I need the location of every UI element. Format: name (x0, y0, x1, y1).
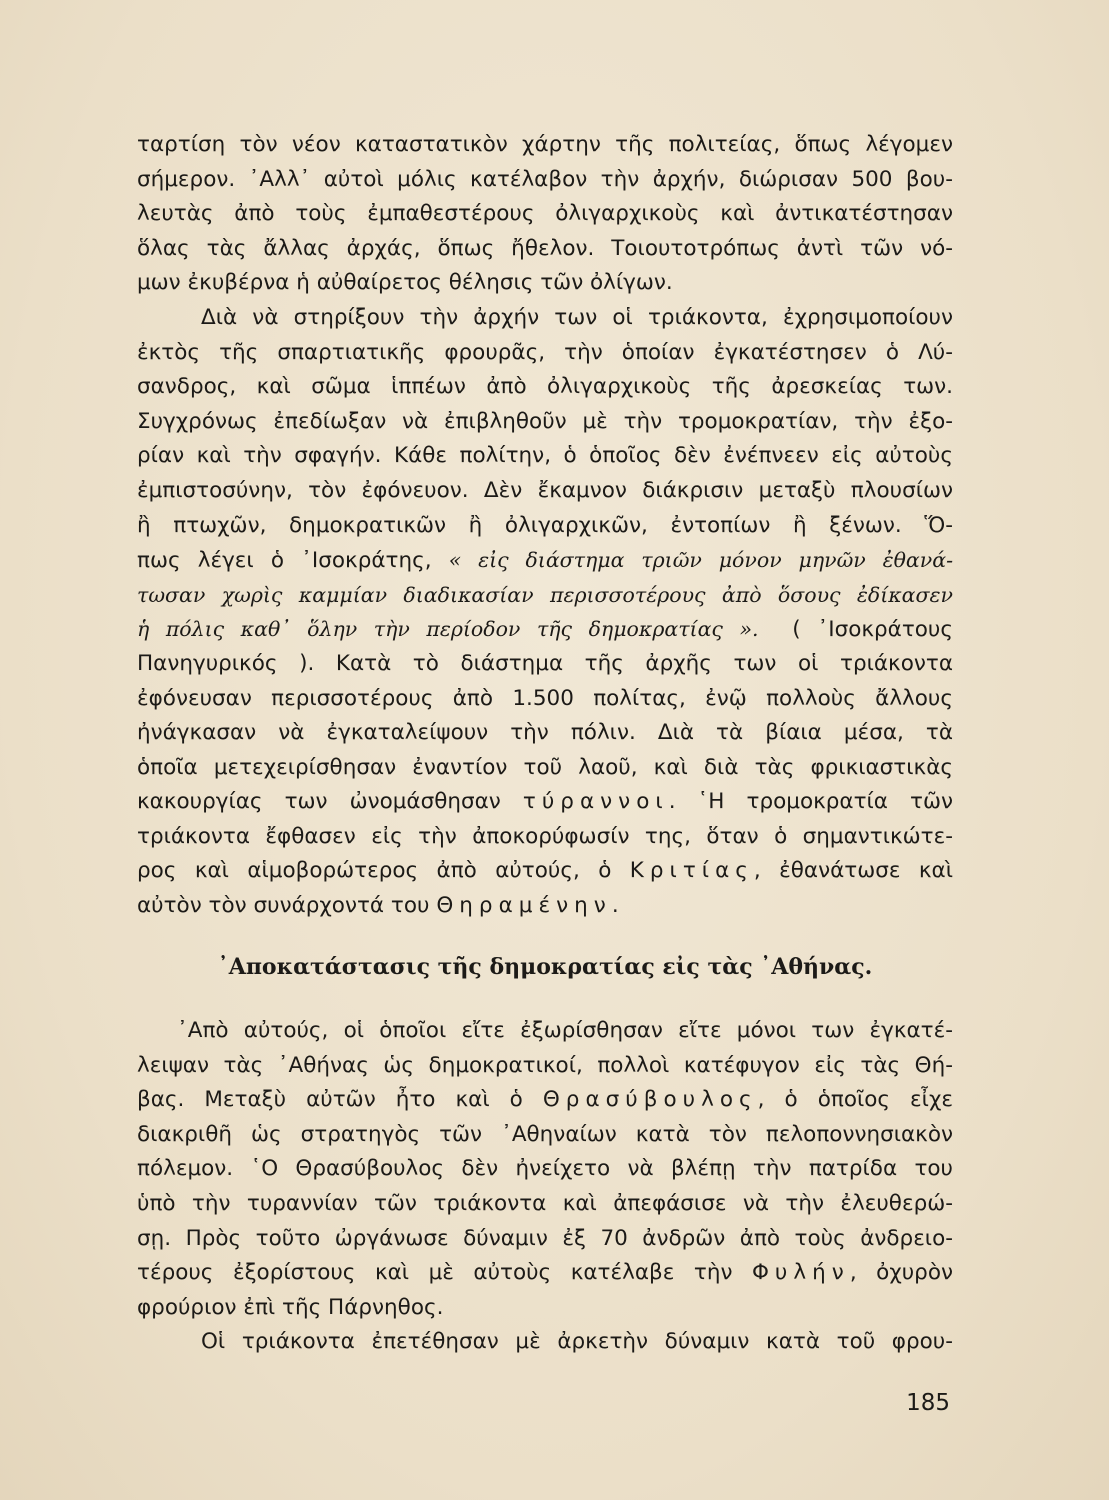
text-line: λειψαν τὰς ᾿Αθήνας ὡς δημοκρατικοί, πολλοὶ κατέφυγον εἰς τὰς Θή- (137, 1052, 953, 1078)
text-line: ἐφόνευσαν περισσοτέρους ἀπὸ 1.500 πολίτας, ἐνῷ πολλοὺς ἄλλους (137, 685, 953, 711)
text-line: διακριθῆ ὡς στρατηγὸς τῶν ᾿Αθηναίων κατὰ τὸν πελοποννησιακὸν (137, 1121, 953, 1147)
text-run: . (611, 893, 619, 919)
text-run: αὐτὸν τὸν συνάρχοντά του (137, 893, 437, 919)
spaced-term: τύραννοι (522, 789, 669, 815)
text-line: μων ἐκυβέρνα ἡ αὐθαίρετος θέλησις τῶν ὀλίγων. (137, 270, 673, 296)
quotation-italic: « εἰς διάστημα τριῶν μόνον μηνῶν ἐθανά- (448, 548, 953, 573)
text-line: ὅλας τὰς ἄλλας ἀρχάς, ὅπως ἤθελον. Τοιουτοτρόπως ἀντὶ τῶν νό- (137, 235, 953, 261)
main-text-upper (137, 128, 953, 924)
citation: ( ᾿Ισοκράτους (758, 617, 953, 643)
text-line (137, 854, 953, 889)
text-run: κακουργίας των ὠνομάσθησαν (137, 789, 523, 815)
text-line: σήμερον. ᾿Αλλ᾿ αὐτοὶ μόλις κατέλαβον τὴν ἀρχήν, διώρισαν 500 βου- (137, 166, 953, 192)
text-line: ἐμπιστοσύνην, τὸν ἐφόνευον. Δὲν ἔκαμνον διάκρισιν μεταξὺ πλουσίων (137, 477, 953, 503)
text-line: ὁποῖα μετεχειρίσθησαν ἐναντίον τοῦ λαοῦ, καὶ διὰ τὰς φρικιαστικὰς (137, 754, 953, 780)
text-run: τέρους ἐξορίστους καὶ μὲ αὐτοὺς κατέλαβε τὴν (137, 1260, 752, 1286)
text-line (137, 889, 953, 924)
text-run: βας. Μεταξὺ αὐτῶν ἦτο καὶ ὁ (137, 1087, 543, 1113)
text-run: , ἐθανάτωσε καὶ (753, 858, 953, 884)
spaced-name: Θρασύβουλος (542, 1087, 758, 1113)
quotation-line: τωσαν χωρὶς καμμίαν διαδικασίαν περισσοτέρους ἀπὸ ὅσους ἐδίκασεν (137, 582, 953, 607)
text-line: σανδρος, καὶ σῶμα ἱππέων ἀπὸ ὀλιγαρχικοὺς τῆς ἀρεσκείας των. (137, 374, 953, 400)
text-line: ἐκτὸς τῆς σπαρτιατικῆς φρουρᾶς, τὴν ὁποίαν ἐγκατέστησεν ὁ Λύ- (137, 339, 953, 365)
quotation-italic: ἡ πόλις καθ᾿ ὅλην τὴν περίοδον τῆς δημοκρατίας ». (137, 617, 759, 642)
text-line: ᾿Απὸ αὐτούς, οἱ ὁποῖοι εἴτε ἐξωρίσθησαν εἴτε μόνοι των ἐγκατέ- (177, 1018, 953, 1043)
text-line (137, 612, 953, 647)
text-line (137, 785, 953, 820)
text-line: ἢ πτωχῶν, δημοκρατικῶν ἢ ὀλιγαρχικῶν, ἐντοπίων ἢ ξένων. Ὅ- (137, 512, 953, 538)
text-run: πως λέγει ὁ ᾿Ισοκράτης, (137, 548, 449, 574)
text-line (137, 1083, 953, 1118)
text-line (137, 543, 953, 578)
text-line: σῃ. Πρὸς τοῦτο ὠργάνωσε δύναμιν ἐξ 70 ἀνδρῶν ἀπὸ τοὺς ἀνδρειο- (137, 1225, 953, 1251)
page-number: 185 (906, 1390, 950, 1416)
text-line: πόλεμον. ῾Ο Θρασύβουλος δὲν ἠνείχετο νὰ βλέπῃ τὴν πατρίδα του (137, 1156, 953, 1182)
text-run: , ὀχυρὸν (849, 1260, 953, 1286)
text-line: Οἱ τριάκοντα ἐπετέθησαν μὲ ἀρκετὴν δύναμιν κατὰ τοῦ φρου- (201, 1329, 953, 1355)
spaced-name: Κριτίας (629, 858, 754, 884)
text-line: λευτὰς ἀπὸ τοὺς ἐμπαθεστέρους ὀλιγαρχικοὺς καὶ ἀντικατέστησαν (137, 201, 953, 227)
text-run: ρος καὶ αἱμοβορώτερος ἀπὸ αὐτούς, ὁ (137, 858, 630, 884)
text-run: , ὁ ὁποῖος εἶχε (757, 1087, 953, 1113)
spaced-name: Θηραμένην (436, 893, 612, 919)
text-line: φρούριον ἐπὶ τῆς Πάρνηθος. (137, 1294, 444, 1320)
text-line: ρίαν καὶ τὴν σφαγήν. Κάθε πολίτην, ὁ ὁποῖος δὲν ἐνέπνεεν εἰς αὐτοὺς (137, 443, 953, 469)
text-line: Συγχρόνως ἐπεδίωξαν νὰ ἐπιβληθοῦν μὲ τὴν τρομοκρατίαν, τὴν ἐξο- (137, 408, 953, 434)
section-heading: ᾿Αποκατάστασις τῆς δημοκρατίας εἰς τὰς ᾿Αθήνας. (217, 954, 873, 980)
text-line: Πανηγυρικός ). Κατὰ τὸ διάστημα τῆς ἀρχῆς των οἱ τριάκοντα (137, 650, 953, 676)
text-line: ἠνάγκασαν νὰ ἐγκαταλείψουν τὴν πόλιν. Διὰ τὰ βίαια μέσα, τὰ (137, 720, 953, 746)
text-line (137, 1256, 953, 1291)
text-line: ὑπὸ τὴν τυραννίαν τῶν τριάκοντα καὶ ἀπεφάσισε νὰ τὴν ἐλευθερώ- (137, 1190, 953, 1216)
main-text-lower (137, 1014, 953, 1360)
text-line: τριάκοντα ἔφθασεν εἰς τὴν ἀποκορύφωσίν της, ὅταν ὁ σημαντικώτε- (137, 823, 953, 849)
text-line: ταρτίση τὸν νέον καταστατικὸν χάρτην τῆς πολιτείας, ὅπως λέγομεν (137, 132, 953, 157)
text-line: Διὰ νὰ στηρίξουν τὴν ἀρχήν των οἱ τριάκοντα, ἐχρησιμοποίουν (201, 304, 953, 330)
text-run: . ῾Η τρομοκρατία τῶν (668, 789, 953, 815)
spaced-name: Φυλήν (751, 1260, 850, 1286)
